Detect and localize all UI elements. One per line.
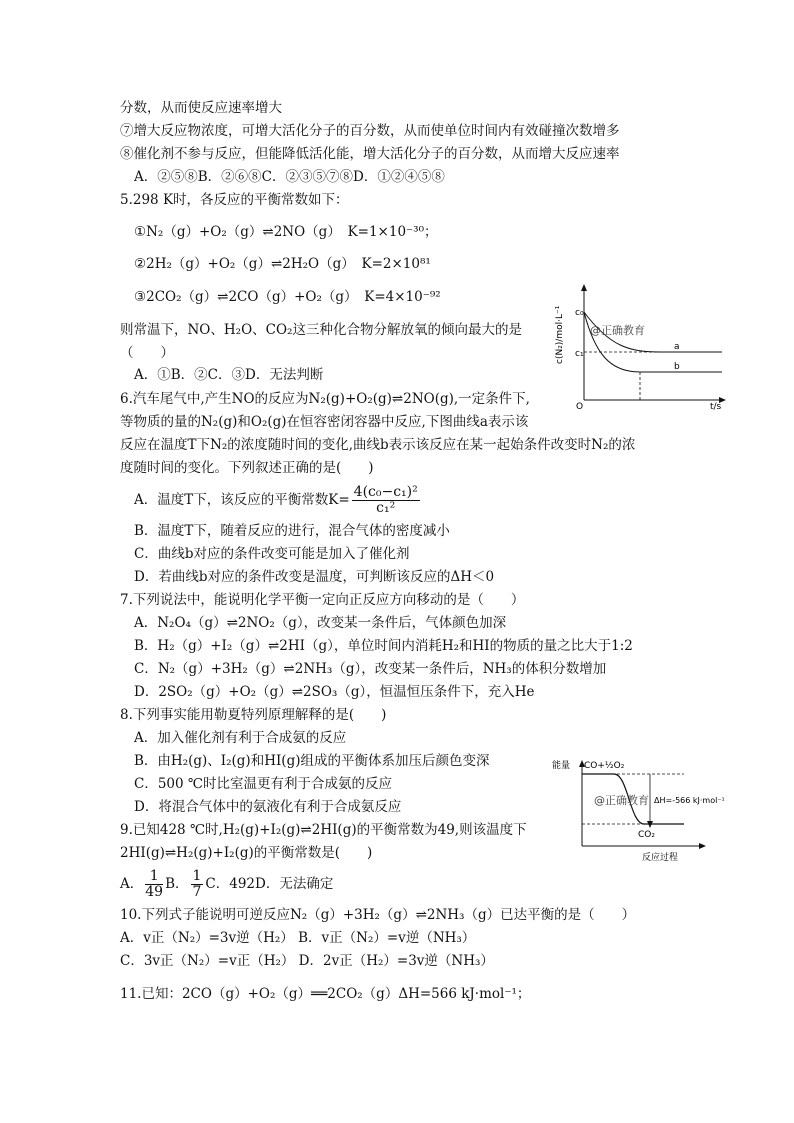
origin-label: O [576, 402, 584, 410]
option-text: C．492D．无法确定 [205, 876, 334, 892]
x-axis-arrow [699, 843, 706, 849]
question-9-line: 2HI(g)⇌H₂(g)+I₂(g)的平衡常数是( ) [120, 845, 373, 861]
option-label: B． [165, 876, 189, 892]
reaction-1: ①N₂（g）+O₂（g）⇌2NO（g） K=1×10⁻³⁰； [134, 224, 438, 240]
question-11: 11.已知：2CO（g）+O₂（g）══2CO₂（g）ΔH=566 kJ·mol⁻¹； [120, 986, 531, 1002]
denominator: 49 [145, 884, 164, 900]
reaction-3: ③2CO₂（g）⇌2CO（g）+O₂（g） K=4×10⁻⁹² [134, 289, 441, 305]
options-10ab: A．v正（N₂）=3v逆（H₂） B．v正（N₂）=v逆（NH₃） [120, 930, 476, 946]
question-9: 9.已知428 ℃时,H₂(g)+I₂(g)⇌2HI(g)的平衡常数为49,则该温度下 [120, 822, 527, 838]
y-axis-label: c(N₂)/mol·L⁻¹ [555, 305, 565, 364]
y-axis-arrow [581, 284, 587, 291]
y-axis-label: 能量 [552, 761, 571, 771]
curve-b [584, 312, 722, 372]
option-7d: D．2SO₂（g）+O₂（g）⇌2SO₃（g），恒温恒压条件下，充入He [134, 684, 535, 700]
answer-options: A．①B．②C．③D．无法判断 [134, 367, 324, 383]
c0-label: c₀ [575, 308, 584, 318]
options-10cd: C．3v正（N₂）=v正（H₂） D．2v正（H₂）=3v逆（NH₃） [120, 953, 494, 969]
x-axis-label: t/s [710, 402, 722, 410]
c1-label: c₁ [575, 349, 584, 359]
text-line: 分数，从而使反应速率增大 [120, 100, 282, 116]
question-5: 5.298 K时，各反应的平衡常数如下： [120, 192, 349, 208]
fraction [352, 485, 420, 516]
dh-label: ΔH=-566 kJ·mol⁻¹ [654, 796, 725, 805]
question-6-line: 度随时间的变化。下列叙述正确的是( ) [120, 460, 374, 476]
option-7a: A．N₂O₄（g）⇌2NO₂（g），改变某一条件后，气体颜色加深 [134, 615, 507, 631]
numerator: 1 [192, 868, 202, 884]
option-label: A． [120, 876, 144, 892]
reaction-2: ②2H₂（g）+O₂（g）⇌2H₂O（g） K=2×10⁸¹ [134, 256, 431, 272]
option-6c: C．曲线b对应的条件改变可能是加入了催化剂 [134, 546, 410, 562]
product-label: CO₂ [638, 830, 655, 840]
option-7b: B．H₂（g）+I₂（g）⇌2HI（g），单位时间内消耗H₂和HI的物质的量之比大于1:2 [134, 638, 633, 654]
text-line: ⑦增大反应物浓度，可增大活化分子的百分数，从而使单位时间内有效碰撞次数增多 [120, 123, 620, 139]
option-text: A．温度T下，该反应的平衡常数K= [134, 492, 350, 508]
question-6-line: 反应在温度T下N₂的浓度随时间的变化,曲线b表示该反应在某一起始条件改变时N₂的浓 [120, 437, 636, 453]
option-6a [134, 482, 422, 518]
curve-b-label: b [674, 362, 680, 372]
question-6-line: 等物质的量的N₂(g)和O₂(g)在恒容密闭容器中反应,下图曲线a表示该 [120, 414, 529, 430]
option-8c: C．500 ℃时比室温更有利于合成氨的反应 [134, 776, 392, 792]
reactant-label: CO+½O₂ [584, 761, 625, 771]
text-line: ⑧催化剂不参与反应，但能降低活化能，增大活化分子的百分数，从而增大反应速率 [120, 146, 620, 162]
question-6: 6.汽车尾气中,产生NO的反应为N₂(g)+O₂(g)⇌2NO(g),一定条件下, [120, 391, 530, 407]
option-6b: B．温度T下，随着反应的进行，混合气体的密度减小 [134, 523, 450, 539]
question-8: 8.下列事实能用勒夏特列原理解释的是( ) [120, 707, 387, 723]
denominator: c₁² [376, 500, 396, 516]
option-8b: B．由H₂(g)、I₂(g)和HI(g)组成的平衡体系加压后颜色变深 [134, 753, 490, 769]
numerator: 1 [145, 869, 163, 885]
options-9 [120, 866, 333, 902]
concentration-time-figure [550, 282, 730, 410]
fraction [145, 869, 163, 900]
option-6d: D．若曲线b对应的条件改变是温度，可判断该反应的ΔH＜0 [134, 569, 495, 585]
denominator: 7 [192, 884, 202, 900]
question-5-stem: 则常温下，NO、H₂O、CO₂这三种化合物分解放氧的倾向最大的是 [120, 322, 522, 338]
question-10: 10.下列式子能说明可逆反应N₂（g）+3H₂（g）⇌2NH₃（g）已达平衡的是（ ） [120, 907, 636, 923]
answer-blank: （ ） [120, 345, 174, 361]
curve-a-label: a [674, 342, 680, 352]
option-7c: C．N₂（g）+3H₂（g）⇌2NH₃（g），改变某一条件后，NH₃的体积分数增加 [134, 661, 607, 677]
watermark: @正确教育 [590, 324, 645, 337]
fraction [191, 869, 204, 900]
numerator: 4(c₀−c₁)² [353, 484, 418, 500]
question-7: 7.下列说法中，能说明化学平衡一定向正反应方向移动的是（ ） [120, 592, 525, 608]
watermark: @正确教育 [594, 794, 649, 807]
option-8a: A．加入催化剂有利于合成氨的反应 [134, 730, 347, 746]
energy-diagram-figure [552, 752, 732, 864]
option-8d: D．将混合气体中的氨液化有利于合成氨反应 [134, 799, 402, 815]
answer-options: A．②⑤⑧B．②⑥⑧C．②③⑤⑦⑧D．①②④⑤⑧ [134, 169, 445, 185]
x-axis-label: 反应过程 [642, 853, 679, 863]
